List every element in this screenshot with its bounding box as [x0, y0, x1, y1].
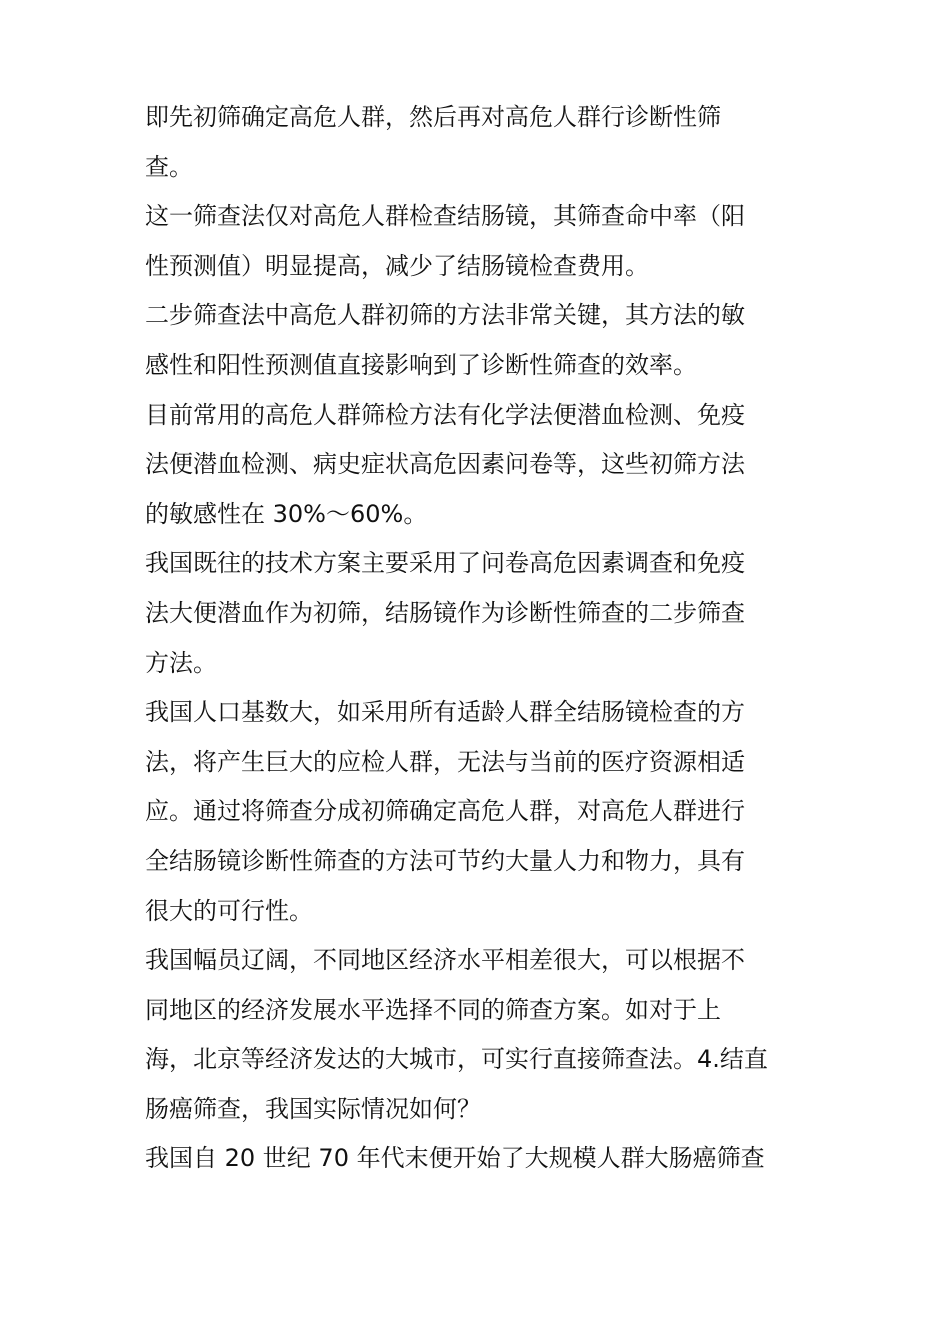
text-line: 方法。 [145, 648, 217, 677]
text-line: 法便潜血检测、病史症状高危因素问卷等，这些初筛方法 [145, 450, 745, 479]
text-line: 的敏感性在 30%～60%。 [145, 499, 428, 528]
text-line: 我国人口基数大，如采用所有适龄人群全结肠镜检查的方 [145, 698, 745, 727]
text-line: 同地区的经济发展水平选择不同的筛查方案。如对于上 [145, 995, 721, 1024]
text-line: 即先初筛确定高危人群，然后再对高危人群行诊断性筛 [145, 103, 721, 131]
text-line: 二步筛查法中高危人群初筛的方法非常关键，其方法的敏 [145, 301, 745, 330]
text-line: 目前常用的高危人群筛检方法有化学法便潜血检测、免疫 [145, 400, 745, 429]
text-line: 我国幅员辽阔，不同地区经济水平相差很大，可以根据不 [145, 946, 745, 975]
text-line: 全结肠镜诊断性筛查的方法可节约大量人力和物力，具有 [145, 846, 745, 875]
text-line: 我国自 20 世纪 70 年代末便开始了大规模人群大肠癌筛查 [145, 1144, 765, 1173]
text-line: 这一筛查法仅对高危人群检查结肠镜，其筛查命中率（阳 [145, 202, 745, 231]
text-line: 查。 [145, 152, 193, 181]
body-text [145, 93, 835, 1184]
text-line: 海，北京等经济发达的大城市，可实行直接筛查法。4.结直 [145, 1045, 768, 1074]
text-line: 感性和阳性预测值直接影响到了诊断性筛查的效率。 [145, 350, 697, 379]
text-line: 应。通过将筛查分成初筛确定高危人群，对高危人群进行 [145, 797, 745, 826]
text-line: 性预测值）明显提高，减少了结肠镜检查费用。 [145, 251, 649, 280]
text-line: 肠癌筛查，我国实际情况如何？ [145, 1094, 481, 1123]
text-line: 我国既往的技术方案主要采用了问卷高危因素调查和免疫 [145, 549, 745, 578]
text-line: 法，将产生巨大的应检人群，无法与当前的医疗资源相适 [145, 747, 745, 776]
text-line: 很大的可行性。 [145, 896, 313, 925]
text-line: 法大便潜血作为初筛，结肠镜作为诊断性筛查的二步筛查 [145, 598, 745, 627]
